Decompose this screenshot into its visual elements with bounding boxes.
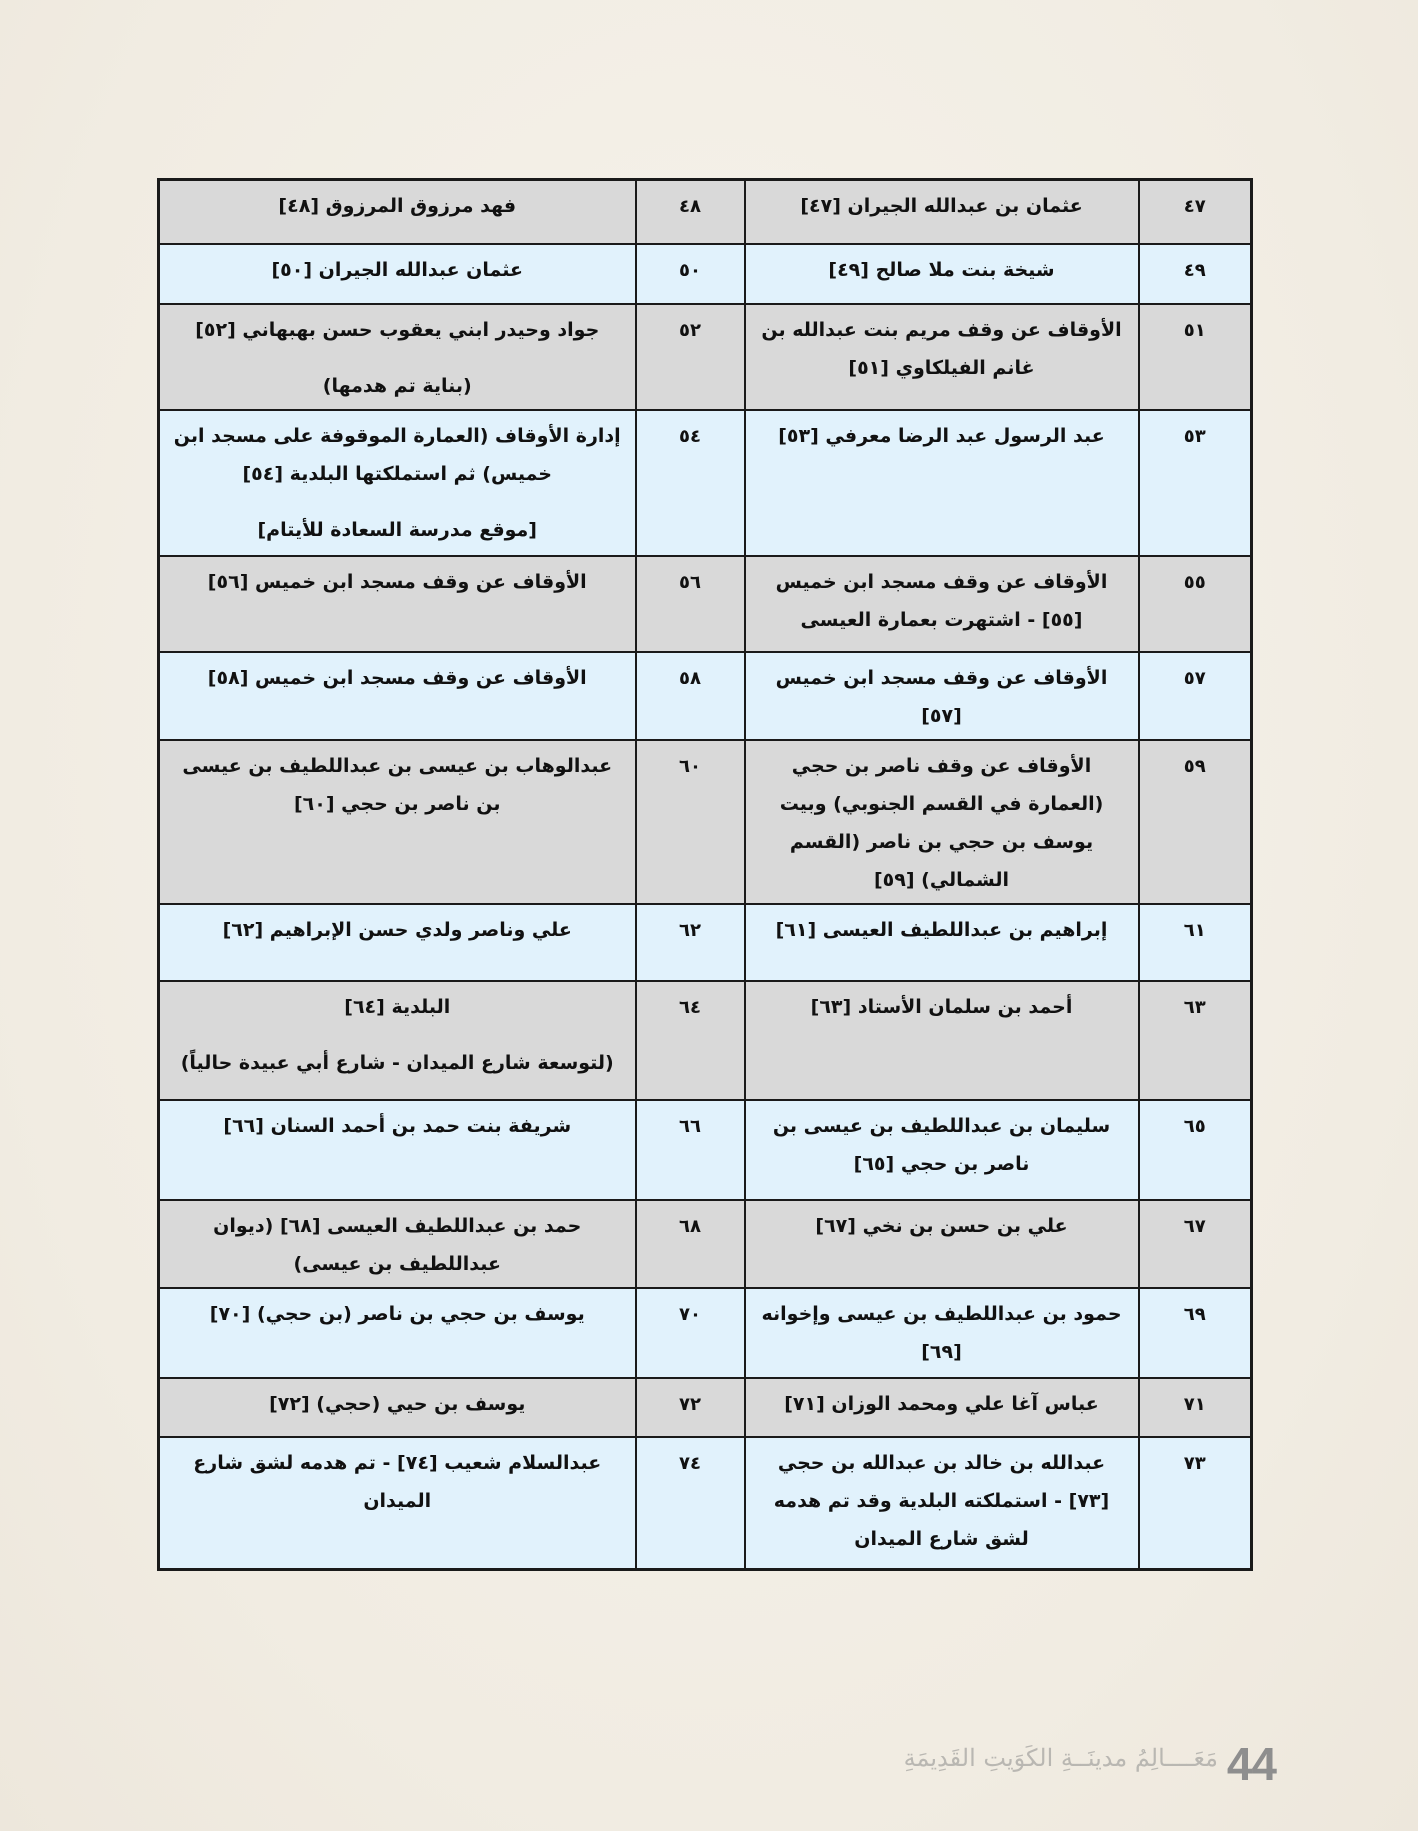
owner-cell bbox=[745, 1437, 1139, 1570]
table-row bbox=[159, 410, 1252, 556]
owner-text: عبدالوهاب بن عيسى بن عبداللطيف بن عيسى بن ناصر بن حجي [٦٠] bbox=[182, 754, 613, 815]
entry-number: ٧٢ bbox=[636, 1378, 745, 1437]
owner-text: (بناية تم هدمها) bbox=[322, 374, 472, 397]
owner-text: حمد بن عبداللطيف العيسى [٦٨] (ديوان عبداللطيف بن عيسى) bbox=[213, 1214, 582, 1275]
table-row bbox=[159, 556, 1252, 652]
owner-cell bbox=[159, 304, 636, 410]
table-row bbox=[159, 1200, 1252, 1288]
entry-number: ٥٥ bbox=[1139, 556, 1252, 652]
owner-text: البلدية [٦٤] bbox=[344, 995, 451, 1018]
owner-cell bbox=[745, 244, 1139, 304]
entry-number: ٧٣ bbox=[1139, 1437, 1252, 1570]
entry-number: ٥٧ bbox=[1139, 652, 1252, 740]
table-row bbox=[159, 904, 1252, 981]
owner-cell bbox=[159, 981, 636, 1100]
book-title: مَعَــــالِمُ مدينَــةِ الكَوَيتِ القَدِيمَةِ bbox=[903, 1744, 1218, 1772]
entry-number: ٥٨ bbox=[636, 652, 745, 740]
owner-text: فهد مرزوق المرزوق [٤٨] bbox=[278, 195, 517, 217]
table-row bbox=[159, 1288, 1252, 1378]
entry-number: ٧١ bbox=[1139, 1378, 1252, 1437]
owner-cell bbox=[745, 180, 1139, 244]
owner-text: إدارة الأوقاف (العمارة الموقوفة على مسجد ابن خميس) ثم استملكتها البلدية [٥٤] bbox=[173, 424, 621, 485]
owner-text: علي وناصر ولدي حسن الإبراهيم [٦٢] bbox=[222, 918, 572, 941]
owner-text: يوسف بن حيي (حجي) [٧٢] bbox=[269, 1392, 526, 1415]
table-row bbox=[159, 1437, 1252, 1570]
owner-text: (لتوسعة شارع الميدان - شارع أبي عبيدة حالياً) bbox=[180, 1051, 614, 1074]
owner-text: [موقع مدرسة السعادة للأيتام] bbox=[257, 518, 537, 541]
entry-number: ٥٣ bbox=[1139, 410, 1252, 556]
owner-cell bbox=[159, 740, 636, 904]
owner-text: جواد وحيدر ابني يعقوب حسن بهبهاني [٥٢] bbox=[195, 318, 600, 341]
owner-cell bbox=[745, 556, 1139, 652]
owner-cell bbox=[745, 1100, 1139, 1200]
owner-cell bbox=[159, 1378, 636, 1437]
owner-text: شريفة بنت حمد بن أحمد السنان [٦٦] bbox=[223, 1114, 572, 1137]
owner-text: حمود بن عبداللطيف بن عيسى وإخوانه [٦٩] bbox=[761, 1302, 1122, 1363]
owner-text: الأوقاف عن وقف مسجد ابن خميس [٥٥] - اشتهرت بعمارة العيسى bbox=[775, 570, 1108, 631]
entry-number: ٥١ bbox=[1139, 304, 1252, 410]
owner-cell bbox=[159, 1437, 636, 1570]
entry-number: ٥٦ bbox=[636, 556, 745, 652]
owner-text: عثمان عبدالله الجيران [٥٠] bbox=[271, 258, 524, 281]
entry-number: ٦٢ bbox=[636, 904, 745, 981]
owner-cell bbox=[159, 180, 636, 244]
entry-number: ٦٠ bbox=[636, 740, 745, 904]
table-row bbox=[159, 1100, 1252, 1200]
owner-cell bbox=[745, 740, 1139, 904]
owner-text: الأوقاف عن وقف مسجد ابن خميس [٥٨] bbox=[207, 666, 587, 689]
owner-text: عباس آغا علي ومحمد الوزان [٧١] bbox=[784, 1392, 1099, 1415]
entry-number: ٦١ bbox=[1139, 904, 1252, 981]
owner-text: الأوقاف عن وقف مريم بنت عبدالله بن غانم الفيلكاوي [٥١] bbox=[761, 318, 1122, 379]
owner-cell bbox=[159, 244, 636, 304]
owner-cell bbox=[159, 652, 636, 740]
page-number: 44 bbox=[1226, 1738, 1276, 1790]
owner-text: الأوقاف عن وقف مسجد ابن خميس [٥٧] bbox=[775, 666, 1108, 727]
entry-number: ٦٦ bbox=[636, 1100, 745, 1200]
property-owners-table bbox=[157, 178, 1253, 1571]
owner-cell bbox=[745, 652, 1139, 740]
owner-text: عبدالسلام شعيب [٧٤] - تم هدمه لشق شارع الميدان bbox=[193, 1451, 602, 1512]
table-row bbox=[159, 652, 1252, 740]
entry-number: ٧٠ bbox=[636, 1288, 745, 1378]
entry-number: ٦٣ bbox=[1139, 981, 1252, 1100]
table-row bbox=[159, 1378, 1252, 1437]
owner-cell bbox=[159, 1288, 636, 1378]
entry-number: ٦٨ bbox=[636, 1200, 745, 1288]
entry-number: ٦٥ bbox=[1139, 1100, 1252, 1200]
owner-cell bbox=[745, 1200, 1139, 1288]
owner-cell bbox=[745, 304, 1139, 410]
table-row bbox=[159, 981, 1252, 1100]
owner-text: عبدالله بن خالد بن عبدالله بن حجي [٧٣] - استملكته البلدية وقد تم هدمه لشق شارع الميدان bbox=[773, 1451, 1110, 1550]
table-row bbox=[159, 304, 1252, 410]
entry-number: ٤٨ bbox=[636, 180, 745, 244]
owner-cell bbox=[159, 1100, 636, 1200]
entry-number: ٦٤ bbox=[636, 981, 745, 1100]
entry-number: ٤٧ bbox=[1139, 180, 1252, 244]
owner-text: عثمان بن عبدالله الجيران [٤٧] bbox=[800, 195, 1083, 217]
entry-number: ٥٩ bbox=[1139, 740, 1252, 904]
owner-text: الأوقاف عن وقف ناصر بن حجي (العمارة في القسم الجنوبي) وبيت يوسف بن حجي بن ناصر (القسم الشمالي) [٥٩] bbox=[779, 754, 1104, 891]
owner-cell bbox=[159, 410, 636, 556]
owner-cell bbox=[745, 410, 1139, 556]
owner-text: عبد الرسول عبد الرضا معرفي [٥٣] bbox=[778, 424, 1105, 447]
table-row bbox=[159, 244, 1252, 304]
owner-text: إبراهيم بن عبداللطيف العيسى [٦١] bbox=[775, 918, 1108, 941]
owner-cell bbox=[159, 904, 636, 981]
owner-text: شيخة بنت ملا صالح [٤٩] bbox=[828, 258, 1055, 281]
entry-number: ٥٢ bbox=[636, 304, 745, 410]
entry-number: ٥٠ bbox=[636, 244, 745, 304]
owner-text: أحمد بن سلمان الأستاد [٦٣] bbox=[810, 995, 1073, 1018]
owner-cell bbox=[745, 904, 1139, 981]
owner-cell bbox=[745, 981, 1139, 1100]
owner-text: علي بن حسن بن نخي [٦٧] bbox=[815, 1214, 1068, 1237]
owner-cell bbox=[745, 1378, 1139, 1437]
owner-cell bbox=[159, 1200, 636, 1288]
owner-text: سليمان بن عبداللطيف بن عيسى بن ناصر بن حجي [٦٥] bbox=[772, 1114, 1111, 1175]
owner-cell bbox=[159, 556, 636, 652]
owner-text: يوسف بن حجي بن ناصر (بن حجي) [٧٠] bbox=[209, 1302, 585, 1325]
owner-cell bbox=[745, 1288, 1139, 1378]
entry-number: ٥٤ bbox=[636, 410, 745, 556]
table-row bbox=[159, 180, 1252, 244]
table-row bbox=[159, 740, 1252, 904]
entry-number: ٧٤ bbox=[636, 1437, 745, 1570]
entry-number: ٦٧ bbox=[1139, 1200, 1252, 1288]
owner-text: الأوقاف عن وقف مسجد ابن خميس [٥٦] bbox=[207, 570, 587, 593]
entry-number: ٦٩ bbox=[1139, 1288, 1252, 1378]
entry-number: ٤٩ bbox=[1139, 244, 1252, 304]
table-body bbox=[159, 180, 1252, 1570]
